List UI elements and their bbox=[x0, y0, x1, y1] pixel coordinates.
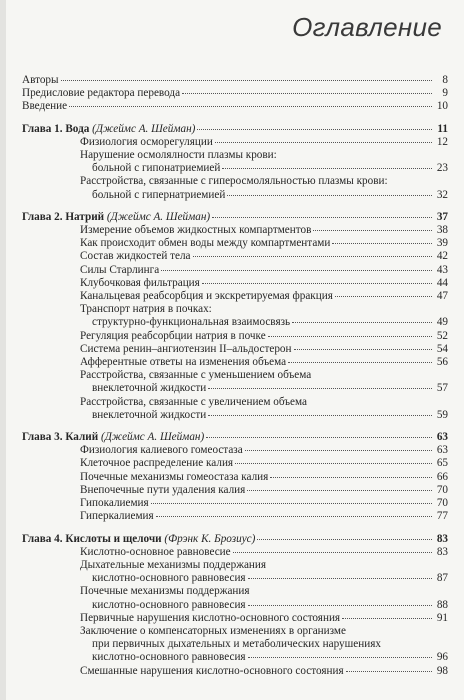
page-number: 32 bbox=[436, 188, 448, 201]
chapter-title-wrap bbox=[22, 211, 210, 224]
entry-title: внеклеточной жидкости bbox=[92, 408, 207, 421]
chapter-author: (Джеймс А. Шейман) bbox=[92, 122, 196, 135]
toc-entry[interactable] bbox=[22, 250, 448, 263]
toc-entry[interactable] bbox=[22, 343, 448, 356]
toc-entry[interactable] bbox=[22, 484, 448, 497]
chapter-title-wrap bbox=[22, 533, 255, 546]
spacer bbox=[22, 202, 448, 211]
page-number: 59 bbox=[436, 408, 448, 421]
entry-title: Авторы bbox=[22, 74, 59, 86]
page-number: 88 bbox=[436, 598, 448, 611]
entry-title: Внепочечные пути удаления калия bbox=[80, 483, 246, 496]
page-number: 63 bbox=[436, 444, 448, 457]
chapter-title-wrap bbox=[22, 431, 204, 444]
dot-leader bbox=[208, 388, 432, 389]
section-title-line: Заключение о компенсаторных изменениях в организме bbox=[80, 624, 346, 637]
chapter-title: Глава 4. Кислоты и щелочи bbox=[22, 532, 162, 545]
entry-title: Клеточное распределение калия bbox=[80, 457, 234, 470]
dot-leader bbox=[235, 463, 432, 464]
entry-title: Состав жидкостей тела bbox=[80, 250, 191, 263]
toc-entry[interactable] bbox=[22, 444, 448, 457]
dot-leader bbox=[288, 362, 432, 363]
entry-title: больной с гипернатриемией bbox=[92, 188, 226, 201]
entry-title: Гипокалиемия bbox=[80, 497, 149, 510]
dot-leader bbox=[61, 80, 432, 81]
entry-title: Система ренин–ангиотензин II–альдостерон bbox=[80, 342, 292, 355]
page-number: 91 bbox=[436, 611, 448, 624]
spacer bbox=[22, 422, 448, 431]
entry-title: Физиология осморегуляции bbox=[80, 135, 213, 148]
entry-title: Силы Старлинга bbox=[80, 263, 160, 276]
toc-entry[interactable] bbox=[22, 264, 448, 277]
entry-title: внеклеточной жидкости bbox=[92, 382, 207, 395]
toc-entry[interactable] bbox=[22, 497, 448, 510]
page-number: 63 bbox=[436, 431, 448, 444]
page-number: 47 bbox=[436, 290, 448, 303]
section-title-line: Дыхательные механизмы поддержания bbox=[80, 558, 267, 571]
toc-entry[interactable] bbox=[22, 471, 448, 484]
dot-leader bbox=[342, 618, 432, 619]
toc-entry[interactable] bbox=[22, 510, 448, 523]
entry-title: Клубочковая фильтрация bbox=[80, 276, 200, 289]
toc-entry[interactable] bbox=[22, 651, 448, 664]
dot-leader bbox=[268, 336, 432, 337]
page-number: 70 bbox=[436, 483, 448, 496]
dot-leader bbox=[212, 217, 432, 218]
dot-leader bbox=[193, 256, 432, 257]
chapter-heading[interactable] bbox=[22, 123, 448, 136]
toc-entry[interactable] bbox=[22, 546, 448, 559]
toc-entry[interactable] bbox=[22, 237, 448, 250]
dot-leader bbox=[208, 415, 432, 416]
dot-leader bbox=[222, 168, 432, 169]
dot-leader bbox=[206, 437, 432, 438]
table-of-contents bbox=[22, 74, 448, 678]
chapter-heading[interactable] bbox=[22, 431, 448, 444]
page-number: 43 bbox=[436, 263, 448, 276]
dot-leader bbox=[313, 230, 432, 231]
entry-title: кислотно-основного равновесия bbox=[92, 651, 246, 664]
chapter-author: (Джеймс А. Шейман) bbox=[100, 431, 205, 444]
dot-leader bbox=[270, 477, 432, 478]
entry-title: Первичные нарушения кислотно-основного состояния bbox=[80, 611, 341, 624]
toc-entry[interactable] bbox=[22, 162, 448, 175]
entry-title: структурно-функциональная взаимосвязь bbox=[92, 316, 291, 329]
page-number: 23 bbox=[436, 162, 448, 175]
dot-leader bbox=[215, 142, 432, 143]
toc-entry[interactable] bbox=[22, 189, 448, 202]
dot-leader bbox=[156, 516, 432, 517]
page-number: 8 bbox=[442, 74, 448, 86]
toc-entry[interactable] bbox=[22, 457, 448, 470]
entry-title: Введение bbox=[22, 100, 68, 113]
page-number: 98 bbox=[436, 664, 448, 677]
dot-leader bbox=[346, 671, 432, 672]
entry-title: Почечные механизмы гомеостаза калия bbox=[80, 470, 269, 483]
page-number: 65 bbox=[436, 457, 448, 470]
entry-title: Афферентные ответы на изменения объема bbox=[80, 356, 287, 369]
dot-leader bbox=[182, 93, 432, 94]
toc-entry[interactable] bbox=[22, 136, 448, 149]
page-number: 37 bbox=[436, 210, 448, 223]
page-number: 96 bbox=[436, 651, 448, 664]
dot-leader bbox=[202, 283, 432, 284]
chapter-title-wrap bbox=[22, 123, 195, 136]
dot-leader bbox=[233, 552, 432, 553]
toc-entry[interactable] bbox=[22, 100, 448, 113]
page-number: 39 bbox=[436, 237, 448, 250]
entry-title: Физиология калиевого гомеостаза bbox=[80, 444, 243, 457]
page-number: 56 bbox=[436, 356, 448, 369]
page-number: 83 bbox=[436, 545, 448, 558]
dot-leader bbox=[248, 578, 432, 579]
page-number: 54 bbox=[436, 342, 448, 355]
dot-leader bbox=[69, 106, 432, 107]
page-number: 9 bbox=[442, 87, 448, 100]
section-title-line: Нарушение осмолялности плазмы крови: bbox=[80, 149, 277, 162]
page-title: Оглавление bbox=[292, 12, 442, 42]
toc-entry[interactable] bbox=[22, 599, 448, 612]
dot-leader bbox=[248, 605, 432, 606]
entry-title: больной с гипонатриемией bbox=[92, 162, 221, 175]
entry-title: Кислотно-основное равновесие bbox=[80, 545, 231, 558]
toc-entry[interactable] bbox=[22, 572, 448, 585]
page-number: 10 bbox=[436, 100, 448, 113]
toc-entry[interactable] bbox=[22, 382, 448, 395]
page-number: 70 bbox=[436, 497, 448, 510]
dot-leader bbox=[151, 503, 432, 504]
entry-title: Гиперкалиемия bbox=[80, 510, 154, 523]
dot-leader bbox=[294, 349, 432, 350]
entry-title: Регуляция реабсорбции натрия в почке bbox=[80, 329, 266, 342]
page-number: 52 bbox=[436, 329, 448, 342]
page-number: 44 bbox=[436, 276, 448, 289]
toc-entry[interactable] bbox=[22, 74, 448, 87]
toc-entry[interactable] bbox=[22, 665, 448, 678]
chapter-title: Глава 2. Натрий bbox=[22, 210, 105, 223]
page-number: 12 bbox=[436, 135, 448, 148]
chapter-heading[interactable] bbox=[22, 533, 448, 546]
dot-leader bbox=[161, 270, 432, 271]
toc-entry[interactable] bbox=[22, 316, 448, 329]
section-title-line: Расстройства, связанные с увеличением объема bbox=[80, 395, 307, 408]
page-number: 38 bbox=[436, 224, 448, 237]
dot-leader bbox=[292, 322, 432, 323]
dot-leader bbox=[197, 129, 432, 130]
entry-title: Предисловие редактора перевода bbox=[22, 87, 181, 100]
entry-title: кислотно-основного равновесия bbox=[92, 598, 246, 611]
page-number: 87 bbox=[436, 572, 448, 585]
section-title-line: при первичных дыхательных и метаболических нарушениях bbox=[92, 638, 381, 651]
chapter-title: Глава 1. Вода bbox=[22, 122, 90, 135]
toc-entry[interactable] bbox=[22, 290, 448, 303]
section-title-line: Расстройства, связанные с уменьшением объема bbox=[80, 369, 312, 382]
page-number: 57 bbox=[436, 382, 448, 395]
toc-entry[interactable] bbox=[22, 224, 448, 237]
page-number: 49 bbox=[436, 316, 448, 329]
spacer bbox=[22, 524, 448, 533]
section-title-line: Почечные механизмы поддержания bbox=[80, 585, 250, 598]
toc-entry[interactable] bbox=[22, 277, 448, 290]
spacer bbox=[22, 114, 448, 123]
dot-leader bbox=[247, 490, 432, 491]
page-number: 66 bbox=[436, 470, 448, 483]
dot-leader bbox=[335, 296, 432, 297]
entry-title: Как происходит обмен воды между компартментами bbox=[80, 237, 331, 250]
toc-entry[interactable] bbox=[22, 356, 448, 369]
chapter-title: Глава 3. Калий bbox=[22, 431, 99, 444]
entry-title: Измерение объемов жидкостных компартментов bbox=[80, 224, 312, 237]
entry-title: Смешанные нарушения кислотно-основного состояния bbox=[80, 664, 344, 677]
dot-leader bbox=[257, 539, 432, 540]
chapter-author: (Фрэнк К. Брозиус) bbox=[164, 532, 256, 545]
section-title-line: Расстройства, связанные с гиперосмоляльностью плазмы крови: bbox=[80, 175, 388, 188]
toc-entry[interactable] bbox=[22, 87, 448, 100]
entry-title: Канальцевая реабсорбция и экскретируемая фракция bbox=[80, 290, 333, 303]
section-title-line: Транспорт натрия в почках: bbox=[80, 303, 212, 316]
dot-leader bbox=[245, 450, 432, 451]
dot-leader bbox=[332, 243, 432, 244]
chapter-author: (Джеймс А. Шейман) bbox=[106, 210, 211, 223]
page-number: 83 bbox=[436, 532, 448, 545]
toc-entry[interactable] bbox=[22, 409, 448, 422]
chapter-heading[interactable] bbox=[22, 211, 448, 224]
toc-entry[interactable] bbox=[22, 612, 448, 625]
page-number: 77 bbox=[436, 510, 448, 523]
page-number: 11 bbox=[437, 122, 448, 135]
dot-leader bbox=[248, 657, 432, 658]
toc-entry[interactable] bbox=[22, 330, 448, 343]
dot-leader bbox=[227, 195, 432, 196]
entry-title: кислотно-основного равновесия bbox=[92, 572, 246, 585]
page-number: 42 bbox=[436, 250, 448, 263]
